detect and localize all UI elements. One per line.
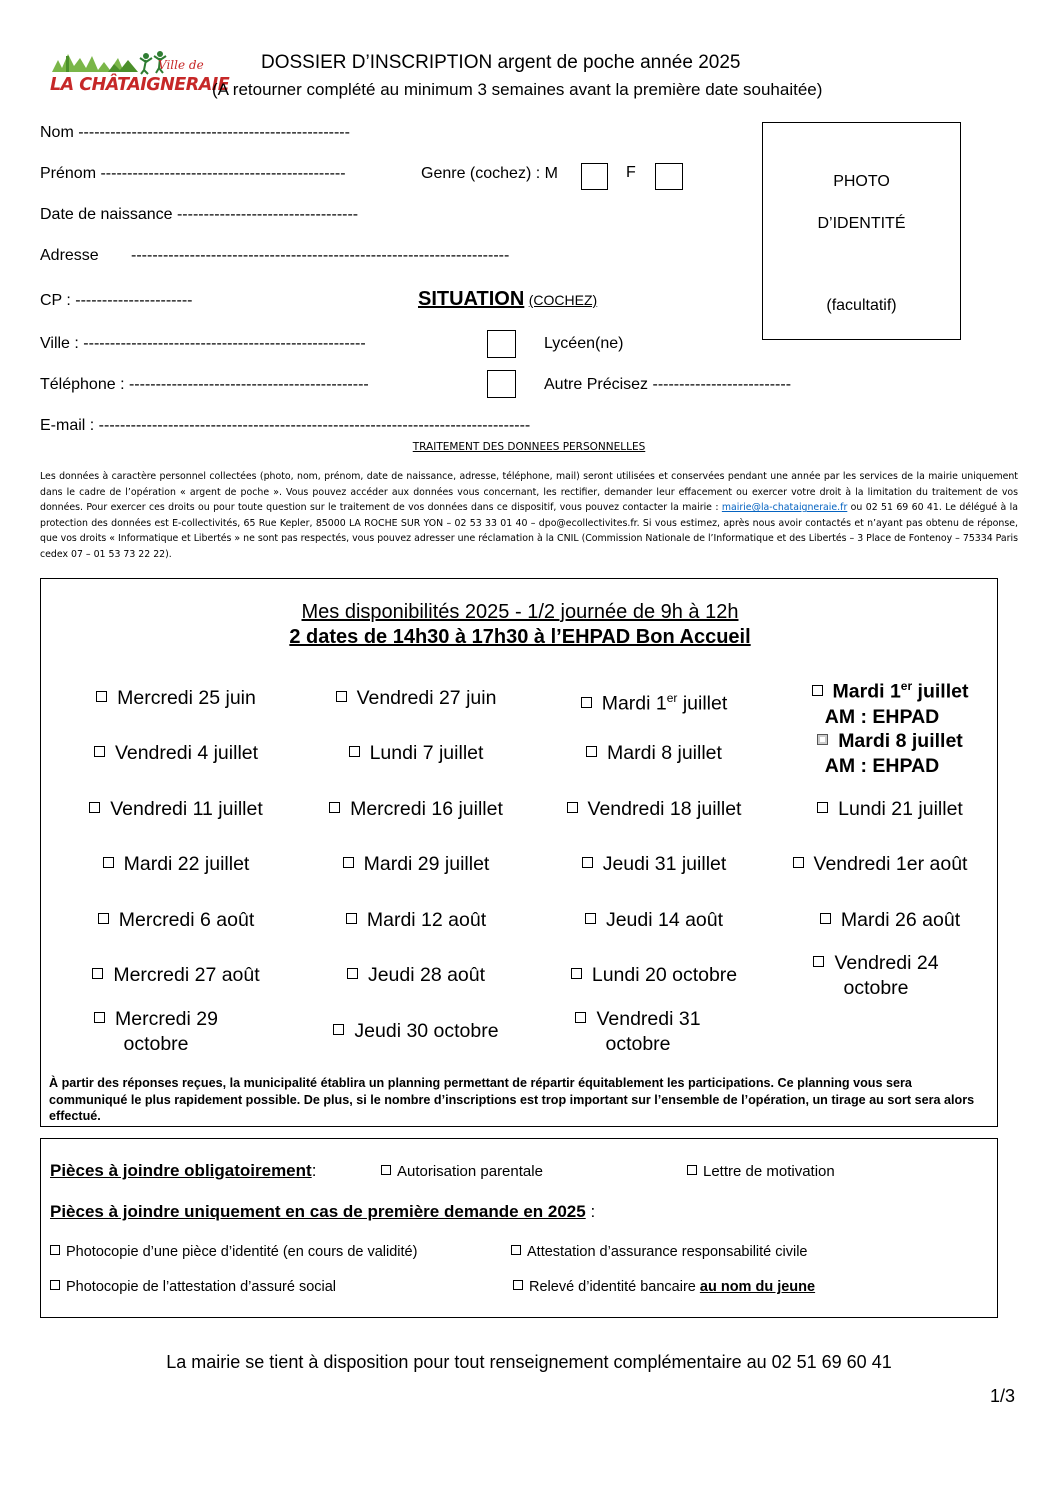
- date-option[interactable]: [281, 963, 551, 988]
- checkbox-icon[interactable]: [346, 913, 357, 924]
- date-option[interactable]: [281, 852, 551, 877]
- logo-name: LA CHÂTAIGNERAIE: [50, 75, 230, 95]
- checkbox-icon[interactable]: [89, 802, 100, 813]
- date-option[interactable]: [503, 1007, 773, 1057]
- doc-lettre[interactable]: [687, 1163, 835, 1180]
- checkbox-icon[interactable]: [567, 802, 578, 813]
- date-naissance-field[interactable]: Date de naissance ----------------------------------: [40, 206, 359, 223]
- date-label: Mercredi 6 août: [118, 909, 255, 931]
- date-option[interactable]: [281, 686, 551, 711]
- page-number: 1/3: [990, 1386, 1016, 1406]
- date-option[interactable]: [41, 852, 311, 877]
- date-option[interactable]: [281, 797, 551, 822]
- date-option-ehpad[interactable]: [755, 729, 1025, 779]
- date-label: Vendredi 31: [596, 1008, 701, 1030]
- checkbox-icon[interactable]: [98, 913, 109, 924]
- doc-label: Lettre de motivation: [703, 1163, 835, 1180]
- doc-label: Attestation d’assurance responsabilité civile: [527, 1244, 808, 1260]
- checkbox-icon[interactable]: [581, 697, 592, 708]
- genre-m-checkbox[interactable]: [581, 163, 608, 190]
- checkbox-icon[interactable]: [687, 1165, 697, 1175]
- photo-box[interactable]: [762, 122, 961, 340]
- checkbox-icon[interactable]: [511, 1245, 521, 1255]
- doc-autorisation[interactable]: [381, 1163, 543, 1180]
- checkbox-icon[interactable]: [575, 1012, 586, 1023]
- date-label: Jeudi 30 octobre: [354, 1020, 499, 1042]
- date-option[interactable]: [41, 741, 311, 766]
- date-label: Jeudi 31 juillet: [602, 853, 727, 875]
- availability-title: Mes disponibilités 2025 - 1/2 journée de 9h à 12h: [301, 601, 739, 623]
- mandatory-colon: :: [311, 1161, 317, 1180]
- date-sup: er: [900, 679, 913, 693]
- checkbox-icon[interactable]: [571, 968, 582, 979]
- situation-label: SITUATION: [418, 288, 525, 310]
- checkbox-icon[interactable]: [94, 1012, 105, 1023]
- doc-label: Photocopie de l’attestation d’assuré social: [66, 1279, 337, 1295]
- date-label: Vendredi 27 juin: [356, 687, 497, 709]
- doc-piece-identite[interactable]: [50, 1244, 417, 1260]
- date-label-line2: octobre: [843, 977, 909, 999]
- date-option[interactable]: [41, 686, 311, 711]
- date-label: Vendredi 1er août: [813, 853, 968, 875]
- checkbox-icon[interactable]: [586, 746, 597, 757]
- doc-label: Photocopie d’une pièce d’identité (en cours de validité): [66, 1244, 418, 1260]
- photo-line1: PHOTO: [833, 173, 890, 190]
- availability-frame: [40, 578, 998, 1127]
- first-request-colon: :: [590, 1202, 596, 1221]
- page-subtitle: (A retourner complété au minimum 3 semaines avant la première date souhaitée): [212, 80, 823, 99]
- checkbox-icon[interactable]: [813, 956, 824, 967]
- date-option[interactable]: [519, 741, 789, 766]
- date-label: Vendredi 18 juillet: [587, 798, 742, 820]
- checkbox-icon[interactable]: [349, 746, 360, 757]
- photo-line3: (facultatif): [826, 297, 897, 314]
- date-option[interactable]: [21, 1007, 291, 1057]
- date-label: Mardi 22 juillet: [123, 853, 250, 875]
- date-option[interactable]: [519, 908, 789, 933]
- email-field[interactable]: E-mail : ---------------------------------------------------------------------------------: [40, 417, 531, 434]
- photo-line2: D’IDENTITÉ: [817, 215, 906, 232]
- privacy-text-main: Les données à caractère personnel collectées (photo, nom, prénom, date de naissance, adresse, téléphone, mail) seront utilisées et conservées pendant une année par les services de la mairie uniquement dans le cadre de l’opération « argent de poche ». Vous pouvez accéder aux données vous concernant, les rectifier, demander leur effacement ou exercer votre droit à la limitation du traitement de vos données. Pour exercer ces droits ou pour toute question sur le traitement de vos données dans ce dispositif, vous pouvez contacter la mairie :: [40, 471, 1018, 514]
- date-note: AM : EHPAD: [824, 755, 940, 777]
- date-label: Lundi 20 octobre: [591, 964, 738, 986]
- date-label-line2: octobre: [123, 1033, 189, 1055]
- date-option-ehpad[interactable]: [755, 674, 1025, 730]
- date-label: Lundi 7 juillet: [369, 742, 484, 764]
- date-option[interactable]: [41, 963, 311, 988]
- page-title: DOSSIER D’INSCRIPTION argent de poche année 2025: [261, 52, 741, 73]
- documents-frame: [40, 1138, 998, 1318]
- lyceen-checkbox[interactable]: [487, 330, 516, 358]
- mairie-email-link[interactable]: mairie@la-chataigneraie.fr: [721, 502, 848, 514]
- date-label-line2: octobre: [605, 1033, 671, 1055]
- logo: [48, 46, 230, 100]
- date-label: Jeudi 28 août: [367, 964, 486, 986]
- checkbox-icon[interactable]: [50, 1280, 60, 1290]
- checkbox-icon[interactable]: [347, 968, 358, 979]
- checkbox-icon[interactable]: [812, 685, 823, 696]
- date-label: Mardi 1: [601, 692, 667, 715]
- ville-field[interactable]: Ville : -----------------------------------------------------: [40, 335, 366, 352]
- date-label: Vendredi 11 juillet: [110, 798, 263, 820]
- date-label: Mardi 1: [832, 680, 901, 703]
- date-option[interactable]: [519, 686, 789, 717]
- nom-field[interactable]: Nom ---------------------------------------------------: [40, 124, 350, 141]
- privacy-heading: TRAITEMENT DES DONNEES PERSONNELLES: [412, 441, 646, 453]
- logo-ville-de: Ville de: [158, 58, 204, 72]
- checkbox-icon[interactable]: [343, 857, 354, 868]
- date-label: Mardi 8 juillet: [838, 730, 963, 752]
- autre-checkbox[interactable]: [487, 370, 516, 398]
- contact-footer: La mairie se tient à disposition pour tout renseignement complémentaire au 02 51 69 60 41: [166, 1352, 892, 1372]
- date-label: Jeudi 14 août: [605, 909, 724, 931]
- date-option[interactable]: [519, 797, 789, 822]
- checkbox-icon[interactable]: [820, 913, 831, 924]
- date-label-suffix: juillet: [677, 692, 728, 715]
- date-label: Vendredi 24: [834, 952, 939, 974]
- checkbox-icon[interactable]: [582, 857, 593, 868]
- date-label: Mercredi 27 août: [113, 964, 260, 986]
- checkbox-icon[interactable]: [329, 802, 340, 813]
- date-note: AM : EHPAD: [824, 705, 940, 728]
- date-label: Mardi 8 juillet: [607, 742, 722, 764]
- date-option[interactable]: [745, 852, 1015, 877]
- checkbox-icon[interactable]: [585, 913, 596, 924]
- checkbox-icon[interactable]: [103, 857, 114, 868]
- checkbox-icon[interactable]: [333, 1024, 344, 1035]
- date-label: Mardi 29 juillet: [363, 853, 490, 875]
- availability-subtitle: 2 dates de 14h30 à 17h30 à l’EHPAD Bon Accueil: [289, 626, 751, 648]
- checkbox-icon[interactable]: [817, 802, 828, 813]
- autre-field[interactable]: Autre Précisez --------------------------: [544, 376, 792, 393]
- date-label: Mercredi 16 juillet: [350, 798, 503, 820]
- checkbox-icon[interactable]: [336, 691, 347, 702]
- date-option[interactable]: [281, 908, 551, 933]
- date-option[interactable]: [755, 797, 1025, 822]
- adresse-field[interactable]: -----------------------------------------------------------------------: [131, 247, 510, 264]
- genre-f-checkbox[interactable]: [655, 163, 683, 190]
- checkbox-icon[interactable]: [96, 691, 107, 702]
- privacy-text: [40, 469, 1018, 563]
- doc-rib[interactable]: [513, 1279, 815, 1295]
- first-request-label: Pièces à joindre uniquement en cas de première demande en 2025: [50, 1202, 586, 1221]
- lyceen-label: Lycéen(ne): [544, 335, 624, 352]
- first-request-heading: [50, 1202, 595, 1222]
- date-label: Vendredi 4 juillet: [114, 742, 259, 764]
- date-option[interactable]: [41, 908, 311, 933]
- mandatory-label: Pièces à joindre obligatoirement: [50, 1161, 312, 1180]
- doc-label: Relevé d’identité bancaire: [529, 1279, 700, 1295]
- doc-assurance[interactable]: [511, 1244, 807, 1260]
- checkbox-icon[interactable]: [92, 968, 103, 979]
- doc-label-emphasis: au nom du jeune: [699, 1279, 816, 1295]
- date-label: Mardi 26 août: [840, 909, 961, 931]
- genre-f-label: F: [626, 164, 636, 181]
- date-label: Mardi 12 août: [366, 909, 487, 931]
- date-option[interactable]: [281, 741, 551, 766]
- checkbox-icon[interactable]: [50, 1245, 60, 1255]
- doc-assure-social[interactable]: [50, 1279, 336, 1295]
- telephone-field[interactable]: Téléphone : ---------------------------------------------: [40, 376, 369, 393]
- date-option[interactable]: [41, 797, 311, 822]
- date-option[interactable]: [741, 951, 1011, 1001]
- date-label: Mercredi 29: [115, 1008, 218, 1030]
- situation-heading: [418, 288, 597, 311]
- cp-field[interactable]: CP : ----------------------: [40, 292, 193, 309]
- checkbox-icon[interactable]: [381, 1165, 391, 1175]
- availability-note: À partir des réponses reçues, la municipalité établira un planning permettant de répartir équitablement les participations. Ce planning vous sera communiqué le plus rapidement possible. De plus, si le nombre d’inscriptions est trop important sur l’ensemble de l’opération, un tirage au sort sera alors effectué.: [49, 1076, 975, 1123]
- checkbox-icon[interactable]: [94, 746, 105, 757]
- date-sup: er: [666, 691, 678, 705]
- date-label-suffix: juillet: [912, 680, 969, 703]
- checkbox-icon[interactable]: [513, 1280, 523, 1290]
- privacy-text-rest: ou 02 51 69 60 41. Le délégué à la protection des données est E-collectivités, 65 Rue Kepler, 85000 LA ROCHE SUR YON – 02 53 33 01 40 – dpo@ecollectivites.fr. Si vous estimez, après nous avoir contactés et n’ayant pas obtenu de réponse, que vos droits « Informatique et Libertés » ne sont pas respectés, vous pouvez adresser une réclamation à la CNIL (Commission Nationale de l’Informatique et des Libertés – 3 Place de Fontenoy – 75334 Paris cedex 07 – 01 53 73 22 22).: [40, 502, 1019, 560]
- mandatory-heading: [50, 1161, 316, 1181]
- date-option[interactable]: [755, 908, 1025, 933]
- checkbox-icon[interactable]: [817, 734, 828, 745]
- date-label: Lundi 21 juillet: [838, 798, 963, 820]
- situation-hint: (COCHEZ): [528, 292, 598, 308]
- prenom-field[interactable]: Prénom ----------------------------------------------: [40, 165, 346, 182]
- adresse-label: Adresse: [40, 247, 99, 264]
- genre-label: Genre (cochez) : M: [421, 165, 558, 182]
- date-label: Mercredi 25 juin: [117, 687, 256, 709]
- checkbox-icon[interactable]: [793, 857, 804, 868]
- doc-label: Autorisation parentale: [397, 1163, 543, 1180]
